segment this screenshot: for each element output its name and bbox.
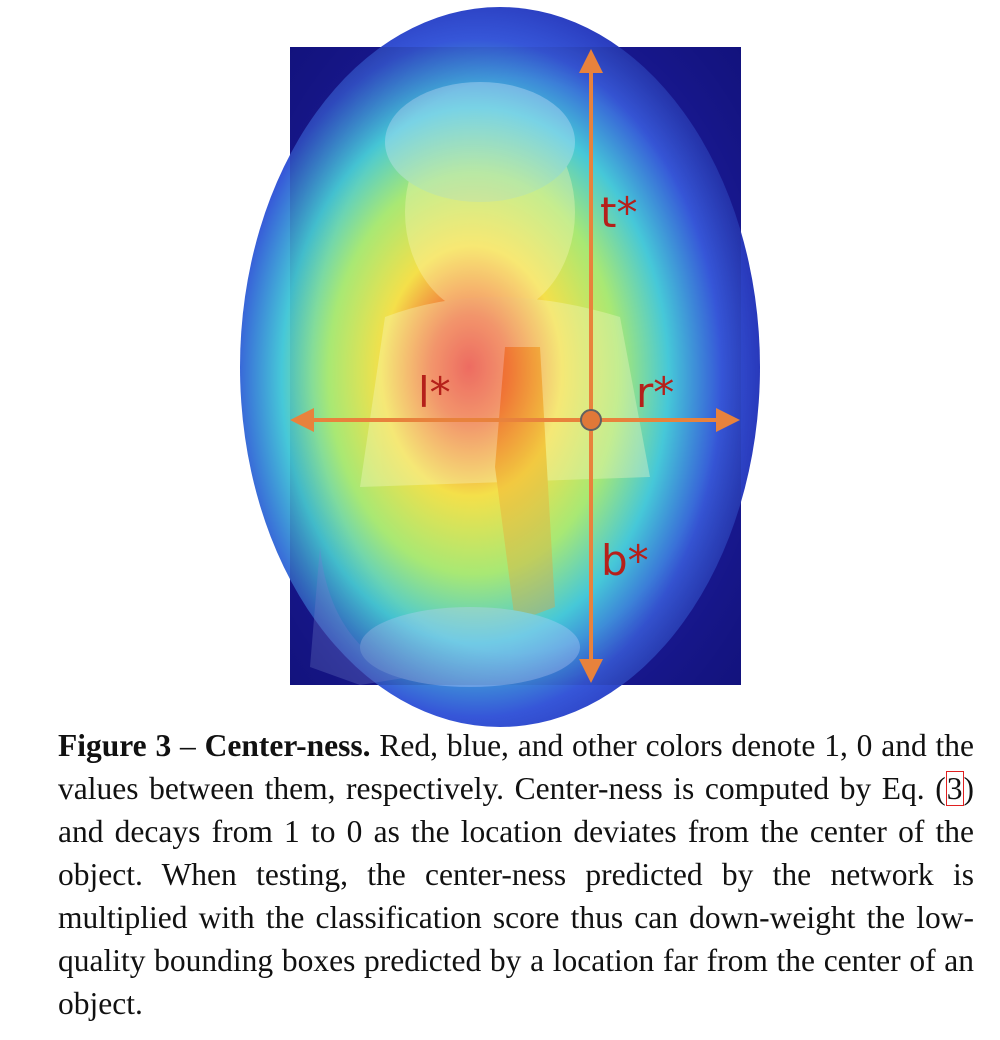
caption-figure-number: Figure 3: [58, 728, 172, 763]
label-bottom: b*: [601, 536, 649, 585]
label-right: r*: [636, 368, 675, 417]
centerness-figure: [290, 47, 741, 685]
center-point: [581, 410, 601, 430]
equation-reference-link[interactable]: 3: [946, 771, 963, 806]
label-left: l*: [418, 368, 451, 417]
label-top: t*: [600, 188, 638, 237]
caption-text-part1: Red, blue, and other colors denote 1, 0 and the values between them, respectively. Center-ness is computed by Eq. (: [58, 728, 975, 806]
caption-title: Center-ness.: [204, 728, 371, 763]
centerness-heatmap-image: [290, 47, 741, 685]
heatmap-vignette: [290, 47, 741, 685]
figure-caption: [58, 724, 974, 1025]
caption-text-part2: ) and decays from 1 to 0 as the location deviates from the center of the object. When testing, the center-ness predicted by the network is multiplied with the classification score thus can down-weight the low-quality bounding boxes predicted by a location far from the center of an object.: [58, 771, 974, 1021]
caption-separator: –: [171, 728, 205, 763]
